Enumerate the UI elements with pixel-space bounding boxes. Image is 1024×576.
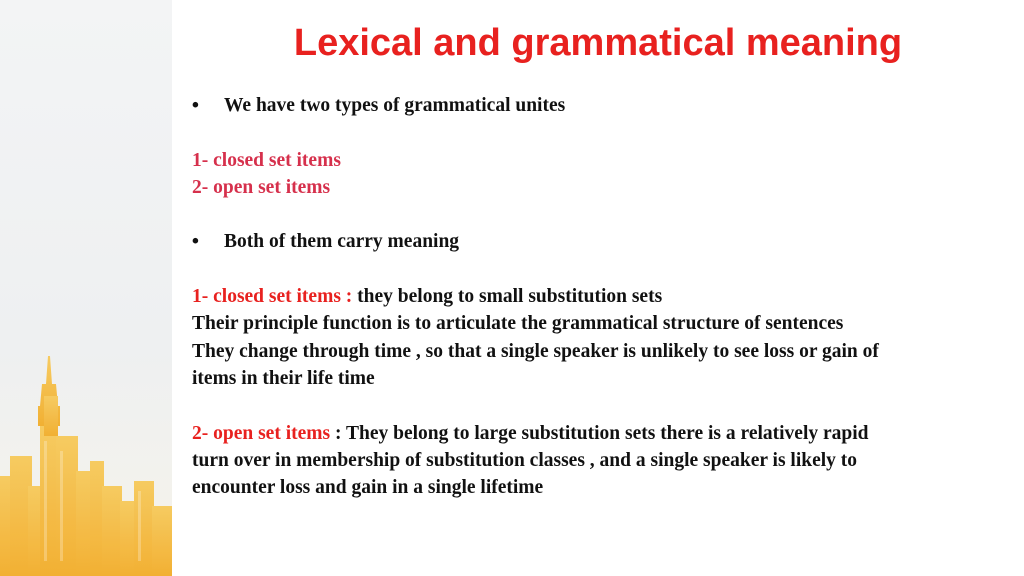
sidebar-panel [0,0,172,576]
slide-title: Lexical and grammatical meaning [293,22,903,64]
closed-set-definition [192,283,1002,310]
spacer [192,201,1002,228]
bullet-icon: • [192,230,199,253]
open-set-label: 2- open set items [192,422,331,444]
closed-set-label: 1- closed set items : [192,286,353,308]
spacer [192,392,1002,419]
bullet-text: We have two types of grammatical unites [224,95,566,116]
closed-set-line: They change through time , so that a single speaker is unlikely to see loss or gain of [192,340,879,362]
spacer [192,256,1002,283]
open-set-line: turn over in membership of substitution classes , and a single speaker is likely to [192,449,858,471]
bullet-item-types [192,92,1002,119]
closed-set-text: they belong to small substitution sets [352,286,663,308]
open-set-definition [192,420,1002,447]
list-item-open: 2- open set items [192,176,331,198]
open-set-text: : They belong to large substitution sets there is a relatively rapid [330,422,869,444]
slide-body [192,92,1002,501]
bullet-icon: • [192,94,199,116]
open-set-line: encounter loss and gain in a single lifetime [192,477,544,499]
city-skyline-graphic [0,356,172,576]
bullet-item-meaning [192,228,1002,255]
spacer [192,119,1002,146]
closed-set-line: Their principle function is to articulate the grammatical structure of sentences [192,313,844,335]
bullet-text: Both of them carry meaning [224,231,460,253]
list-item-closed: 1- closed set items [192,149,341,171]
closed-set-line: items in their life time [192,367,375,389]
